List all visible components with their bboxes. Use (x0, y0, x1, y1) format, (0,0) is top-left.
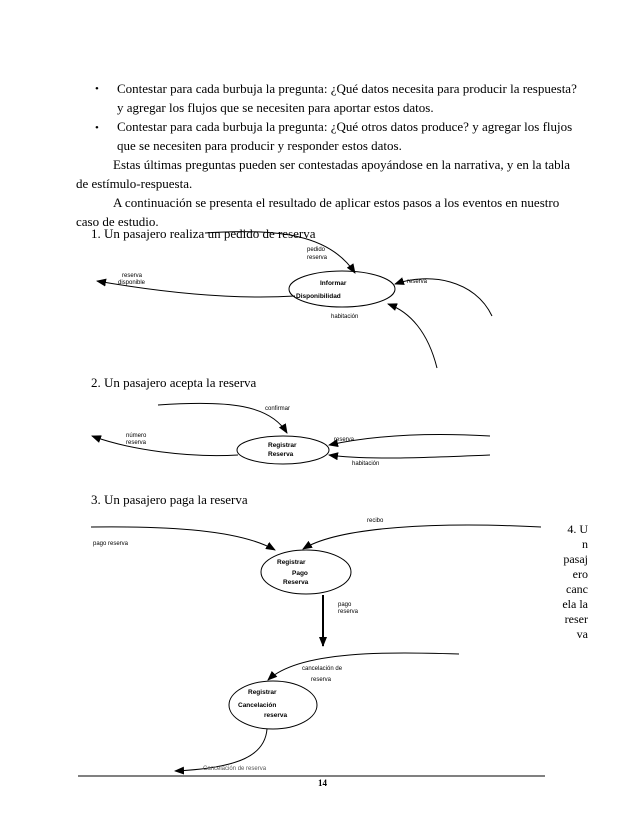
flow-label: reserva (122, 273, 143, 279)
flow-label: disponible (118, 280, 146, 286)
flow-label: habitación (331, 314, 359, 320)
flow-label: pago (338, 602, 352, 608)
flow-label: reserva (311, 677, 332, 683)
flow-label: pedido (307, 247, 326, 253)
flow-label: reserva (126, 440, 147, 446)
flow-label: número (126, 433, 147, 439)
process-label: Reserva (268, 451, 294, 458)
process-label: reserva (264, 712, 288, 719)
flow-arrow (205, 232, 355, 273)
bullet-2-line-2: que se necesiten para producir y responder estos datos. (117, 138, 402, 153)
flow-label: cancelación de (302, 666, 343, 672)
flow-arrow (388, 304, 437, 368)
process-label: Cancelación (238, 702, 277, 709)
process-label: Informar (320, 280, 347, 287)
page-number: 14 (318, 778, 327, 788)
flow-label: reserva (307, 255, 328, 261)
flow-label: pago reserva (93, 541, 129, 547)
process-label: Disponibilidad (296, 293, 341, 300)
flow-label: reserva (338, 609, 359, 615)
flow-label: habitación (352, 461, 380, 467)
process-bubble (237, 436, 329, 464)
bullet-2-line-1: Contestar para cada burbuja la pregunta: ¿Qué otros datos produce? y agregar los flujos (117, 119, 573, 134)
process-label: Reserva (283, 579, 309, 586)
diagram-4 (175, 653, 459, 772)
paragraph-2-line-1: A continuación se presenta el resultado de aplicar estos pasos a los eventos en nuestro (113, 195, 560, 210)
process-label: Registrar (268, 442, 297, 449)
process-label: Registrar (248, 689, 277, 696)
flow-label: recibo (367, 518, 384, 524)
event-4-title-side: 4. U n pasaj ero canc ela la reser va (562, 522, 588, 641)
event-1-title: 1. Un pasajero realiza un pedido de reserva (91, 226, 316, 241)
bullet-1-line-2: y agregar los flujos que se necesiten para aportar estos datos. (117, 100, 434, 115)
flow-arrow (175, 729, 267, 771)
flow-arrow (329, 455, 490, 458)
bullet-icon: • (95, 83, 99, 95)
flow-label: reserva (407, 279, 428, 285)
flow-label: Cancelación de reserva (203, 766, 267, 772)
paragraph-1-line-1: Estas últimas preguntas pueden ser contestadas apoyándose en la narrativa, y en la tabla (113, 157, 571, 172)
flow-label: reserva (334, 437, 355, 443)
diagram-2 (92, 403, 490, 467)
bullet-1-line-1: Contestar para cada burbuja la pregunta: ¿Qué datos necesita para producir la respuesta? (117, 81, 577, 96)
diagram-1 (97, 232, 492, 368)
bullet-icon: • (95, 122, 99, 134)
process-label: Pago (292, 570, 308, 577)
flow-arrow (92, 436, 238, 456)
process-label: Registrar (277, 559, 306, 566)
paragraph-2-line-2: caso de estudio. (76, 214, 159, 229)
event-2-title: 2. Un pasajero acepta la reserva (91, 375, 257, 390)
diagram-3 (91, 518, 541, 646)
flow-arrow (303, 525, 541, 549)
flow-arrow (268, 653, 459, 680)
process-bubble (289, 271, 395, 307)
event-3-title: 3. Un pasajero paga la reserva (91, 492, 248, 507)
paragraph-1-line-2: de estímulo-respuesta. (76, 176, 193, 191)
flow-label: confirmar (265, 406, 291, 412)
